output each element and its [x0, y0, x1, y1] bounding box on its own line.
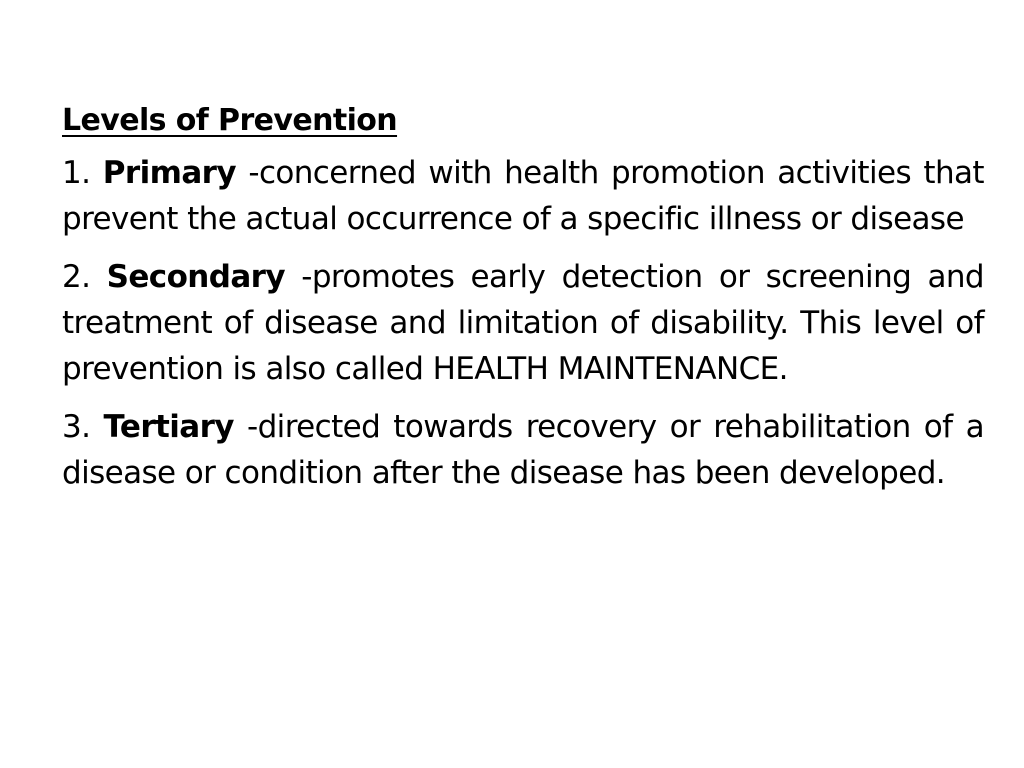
prevention-item-primary — [62, 150, 984, 242]
slide-heading: Levels of Prevention — [62, 103, 398, 138]
item-number: 3. — [62, 409, 91, 445]
item-text: -concerned with health promotion activities that prevent the actual occurrence of a specific illness or disease — [62, 155, 984, 237]
slide-content — [62, 98, 984, 496]
item-number: 2. — [62, 259, 91, 295]
prevention-item-tertiary — [62, 404, 984, 496]
item-term: Tertiary — [103, 409, 234, 445]
item-text: -directed towards recovery or rehabilitation of a disease or condition after the disease has been developed. — [62, 409, 984, 491]
prevention-item-secondary — [62, 254, 984, 392]
item-term: Secondary — [106, 259, 285, 295]
item-term: Primary — [102, 155, 236, 191]
item-number: 1. — [62, 155, 91, 191]
item-text: -promotes early detection or screening and treatment of disease and limitation of disability. This level of prevention is also called HEALTH MAINTENANCE. — [62, 259, 984, 387]
